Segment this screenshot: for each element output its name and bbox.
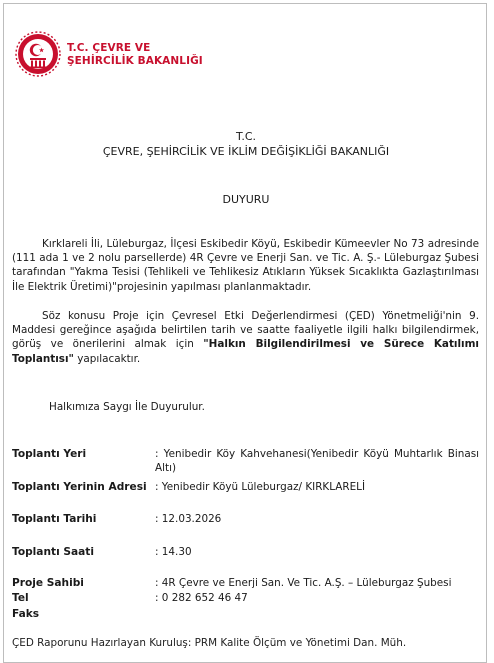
value-meeting-place: : Yenibedir Köy Kahvehanesi(Yenibedir Köyü Muhtarlık Binası Altı) xyxy=(155,448,479,474)
label-meeting-place: Toplantı Yeri xyxy=(12,448,87,460)
paragraph-project xyxy=(12,237,479,294)
label-meeting-time: Toplantı Saati xyxy=(12,546,95,558)
value-meeting-address: : Yenibedir Köyü Lüleburgaz/ KIRKLARELİ xyxy=(155,481,366,493)
value-meeting-date: : 12.03.2026 xyxy=(155,513,222,525)
paragraph-meeting-start: Söz konusu Proje için Çevresel Etki Değerlendirmesi (ÇED) Yönetmeliği'nin 9. Maddesi gereğince aşağıda belirtilen tarih ve saatte faaliyetle ilgili halkı bilgilendirmek, görüş ve önerilerini almak için xyxy=(12,310,479,351)
notice-heading: DUYURU xyxy=(222,193,270,206)
value-meeting-time: : 14.30 xyxy=(155,546,192,558)
paragraph-meeting-end: yapılacaktır. xyxy=(73,352,141,365)
ministry-name-line2: ŞEHİRCİLİK BAKANLIĞI xyxy=(67,55,203,67)
closing-line: Halkımıza Saygı İle Duyurulur. xyxy=(49,401,205,413)
label-project-owner: Proje Sahibi xyxy=(12,577,84,589)
label-meeting-date: Toplantı Tarihi xyxy=(12,513,97,525)
meeting-name: "Halkın Bilgilendirilmesi ve Sürece Katılımı Toplantısı" xyxy=(12,338,479,365)
document-page xyxy=(3,3,487,663)
value-project-owner: : 4R Çevre ve Enerji San. Ve Tic. A.Ş. – Lüleburgaz Şubesi xyxy=(155,577,452,589)
title-tc: T.C. xyxy=(235,130,257,143)
ministry-logo xyxy=(15,31,61,77)
paragraph-meeting xyxy=(12,309,479,366)
ministry-name xyxy=(67,42,203,68)
paragraph-project-text: Kırklareli İli, Lüleburgaz, İlçesi Eskibedir Köyü, Eskibedir Kümeevler No 73 adresinde (111 ada 1 ve 2 nolu parsellerde) 4R Çevre ve Enerji San. ve Tic. A. Ş.- Lüleburgaz Şubesi tarafından "Yakma Tesisi (Tehlikeli ve Tehlikesiz Atıkların Yüksek Sıcaklıkta Gazlaştırılması İle Elektrik Üretimi)"projesinin yapılması planlanmaktadır. xyxy=(12,238,479,293)
value-phone: : 0 282 652 46 47 xyxy=(155,592,248,604)
ministry-name-line1: T.C. ÇEVRE VE xyxy=(67,42,151,54)
label-meeting-address: Toplantı Yerinin Adresi xyxy=(12,481,147,493)
label-fax: Faks xyxy=(12,608,40,620)
label-phone: Tel xyxy=(12,592,29,604)
title-ministry: ÇEVRE, ŞEHİRCİLİK VE İKLİM DEĞİŞİKLİĞİ BAKANLIĞI xyxy=(102,145,390,158)
report-preparer-line: ÇED Raporunu Hazırlayan Kuruluş: PRM Kalite Ölçüm ve Yönetimi Dan. Müh. xyxy=(12,637,407,649)
